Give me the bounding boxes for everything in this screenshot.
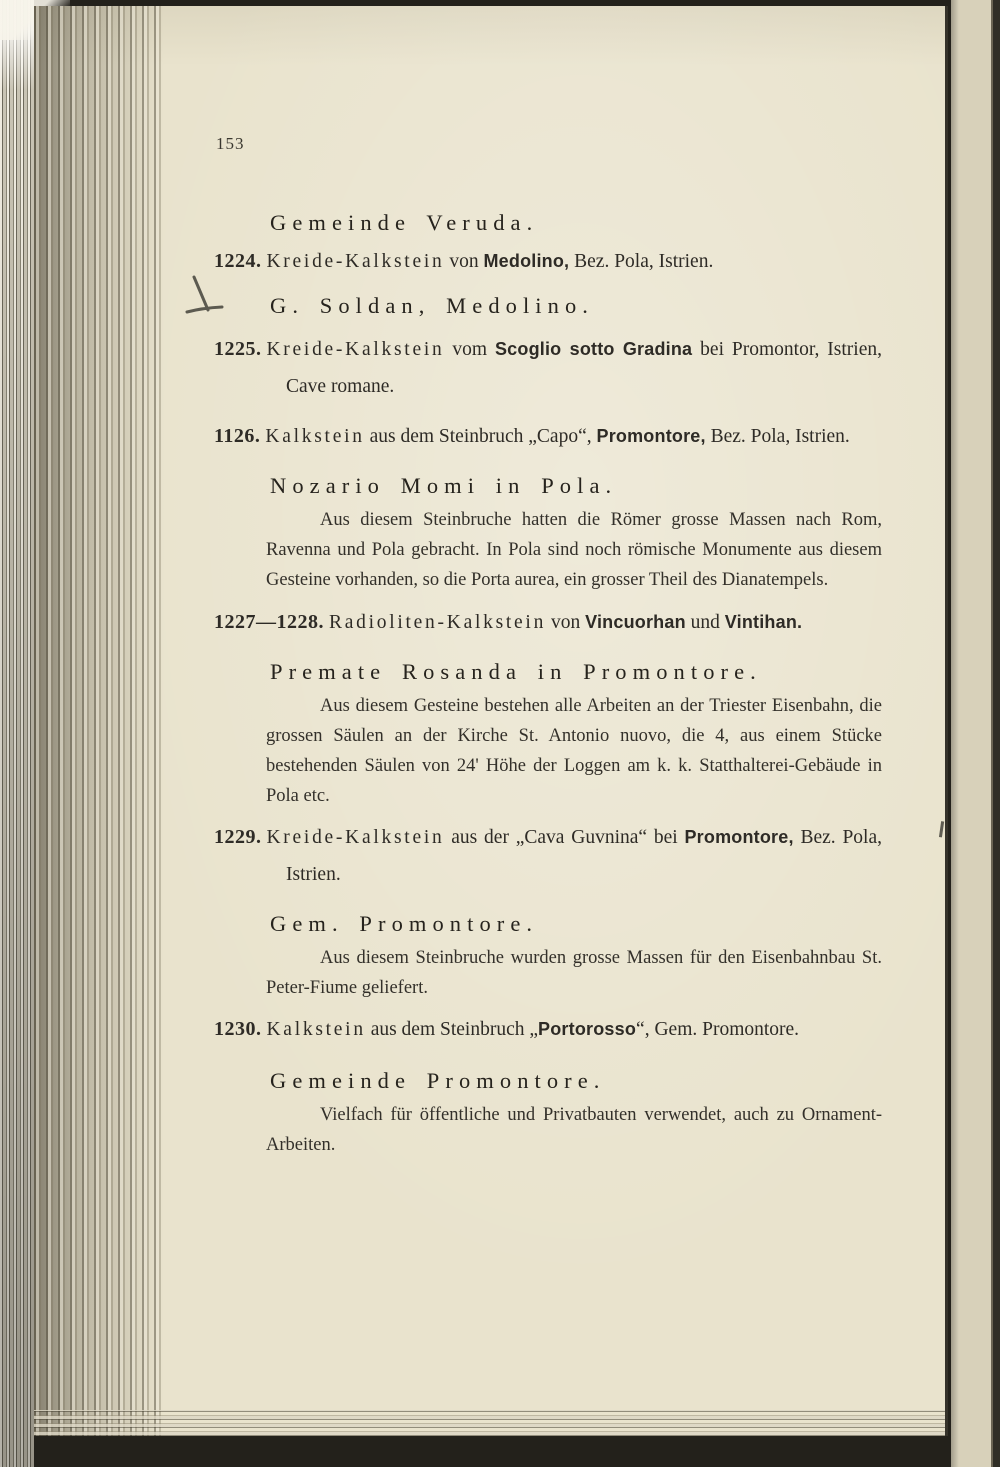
book-page: [34, 6, 948, 1436]
entry-material: Kalkstein: [265, 426, 365, 447]
entry-1224: [214, 243, 882, 280]
entry-text: Bez. Pola, Istrien.: [286, 827, 883, 885]
section-heading-premate: Premate Rosanda in Promontore.: [270, 659, 762, 684]
entry-material: Kreide-Kalkstein: [266, 251, 445, 272]
entry-text: “, Gem. Promontore.: [636, 1019, 800, 1040]
entry-1229: [214, 819, 882, 893]
entry-1230: [214, 1011, 882, 1048]
entry-number: 1227—1228.: [214, 611, 324, 633]
paragraph-nozario: Aus diesem Steinbruche hatten die Römer grosse Massen nach Rom, Ravenna und Pola gebracht. In Pola sind noch römische Monumente aus diesem Gesteine vorhanden, so die Porta aurea, ein grosser Theil des Dianatempels.: [266, 510, 882, 590]
entry-bold-term: Medolino,: [483, 251, 570, 271]
entry-text: bei Promontor, Istrien, Cave romane.: [286, 339, 883, 397]
entry-bold-term: Promontore,: [684, 827, 794, 847]
section-heading-veruda: Gemeinde Veruda.: [270, 210, 539, 235]
entry-number: 1224.: [214, 250, 262, 272]
entry-text: von: [546, 612, 586, 633]
entry-bold-term: Promontore,: [596, 426, 706, 446]
entry-number: 1225.: [214, 338, 262, 360]
entry-text: und: [685, 612, 725, 633]
entry-number: 1229.: [214, 826, 262, 848]
book-binding-page-edges: [0, 0, 34, 1467]
entry-number: 1126.: [214, 425, 261, 447]
entry-text: aus dem Steinbruch „Capo“,: [364, 426, 597, 447]
paragraph-gem-promontore: Aus diesem Steinbruche wurden grosse Massen für den Eisenbahnbau St. Peter-Fiume geliefert.: [266, 948, 882, 998]
gutter-shadow: [34, 6, 164, 1436]
paragraph-gemeinde-promontore: Vielfach für öffentliche und Privatbauten verwendet, auch zu Ornament-Arbeiten.: [266, 1105, 882, 1155]
entry-material: Kalkstein: [266, 1019, 366, 1040]
entry-material: Kreide-Kalkstein: [266, 827, 445, 848]
entry-bold-term: Scoglio sotto Gradina: [494, 339, 693, 359]
next-page-edge: [951, 0, 1000, 1467]
entry-1126: [214, 418, 882, 455]
entry-1225: [214, 331, 882, 405]
section-heading-soldan: G. Soldan, Medolino.: [270, 293, 594, 318]
bottom-page-edges: [34, 1410, 945, 1436]
entry-1227-1228: [214, 604, 882, 641]
section-heading-nozario: Nozario Momi in Pola.: [270, 473, 618, 498]
entry-bold-term: Portorosso: [538, 1019, 637, 1039]
page-number: 153: [216, 134, 245, 153]
section-heading-gemeinde-promontore: Gemeinde Promontore.: [270, 1068, 606, 1093]
ink-mark-right-edge: [939, 821, 954, 839]
entry-material: Radioliten-Kalkstein: [329, 612, 547, 633]
page-text: [214, 134, 882, 1160]
entry-text: Bez. Pola, Istrien.: [705, 426, 850, 447]
entry-number: 1230.: [214, 1018, 262, 1040]
entry-text: Bez. Pola, Istrien.: [569, 251, 714, 272]
paragraph-premate: Aus diesem Gesteine bestehen alle Arbeiten an der Triester Eisenbahn, die grossen Säulen an der Kirche St. Antonio nuovo, die 4, aus einem Stücke bestehenden Säulen von 24' Höhe der Loggen am k. k. Statthalterei-Gebäude in Pola etc.: [266, 696, 882, 806]
entry-bold-term: Vincuorhan: [585, 612, 686, 632]
entry-bold-term: Vintihan.: [724, 612, 803, 632]
entry-material: Kreide-Kalkstein: [266, 339, 445, 360]
entry-text: vom: [444, 339, 495, 360]
entry-text: aus der „Cava Guvnina“ bei: [444, 827, 685, 848]
section-heading-gem-promontore: Gem. Promontore.: [270, 911, 539, 936]
entry-text: aus dem Steinbruch „: [365, 1019, 539, 1040]
entry-text: von: [444, 251, 484, 272]
